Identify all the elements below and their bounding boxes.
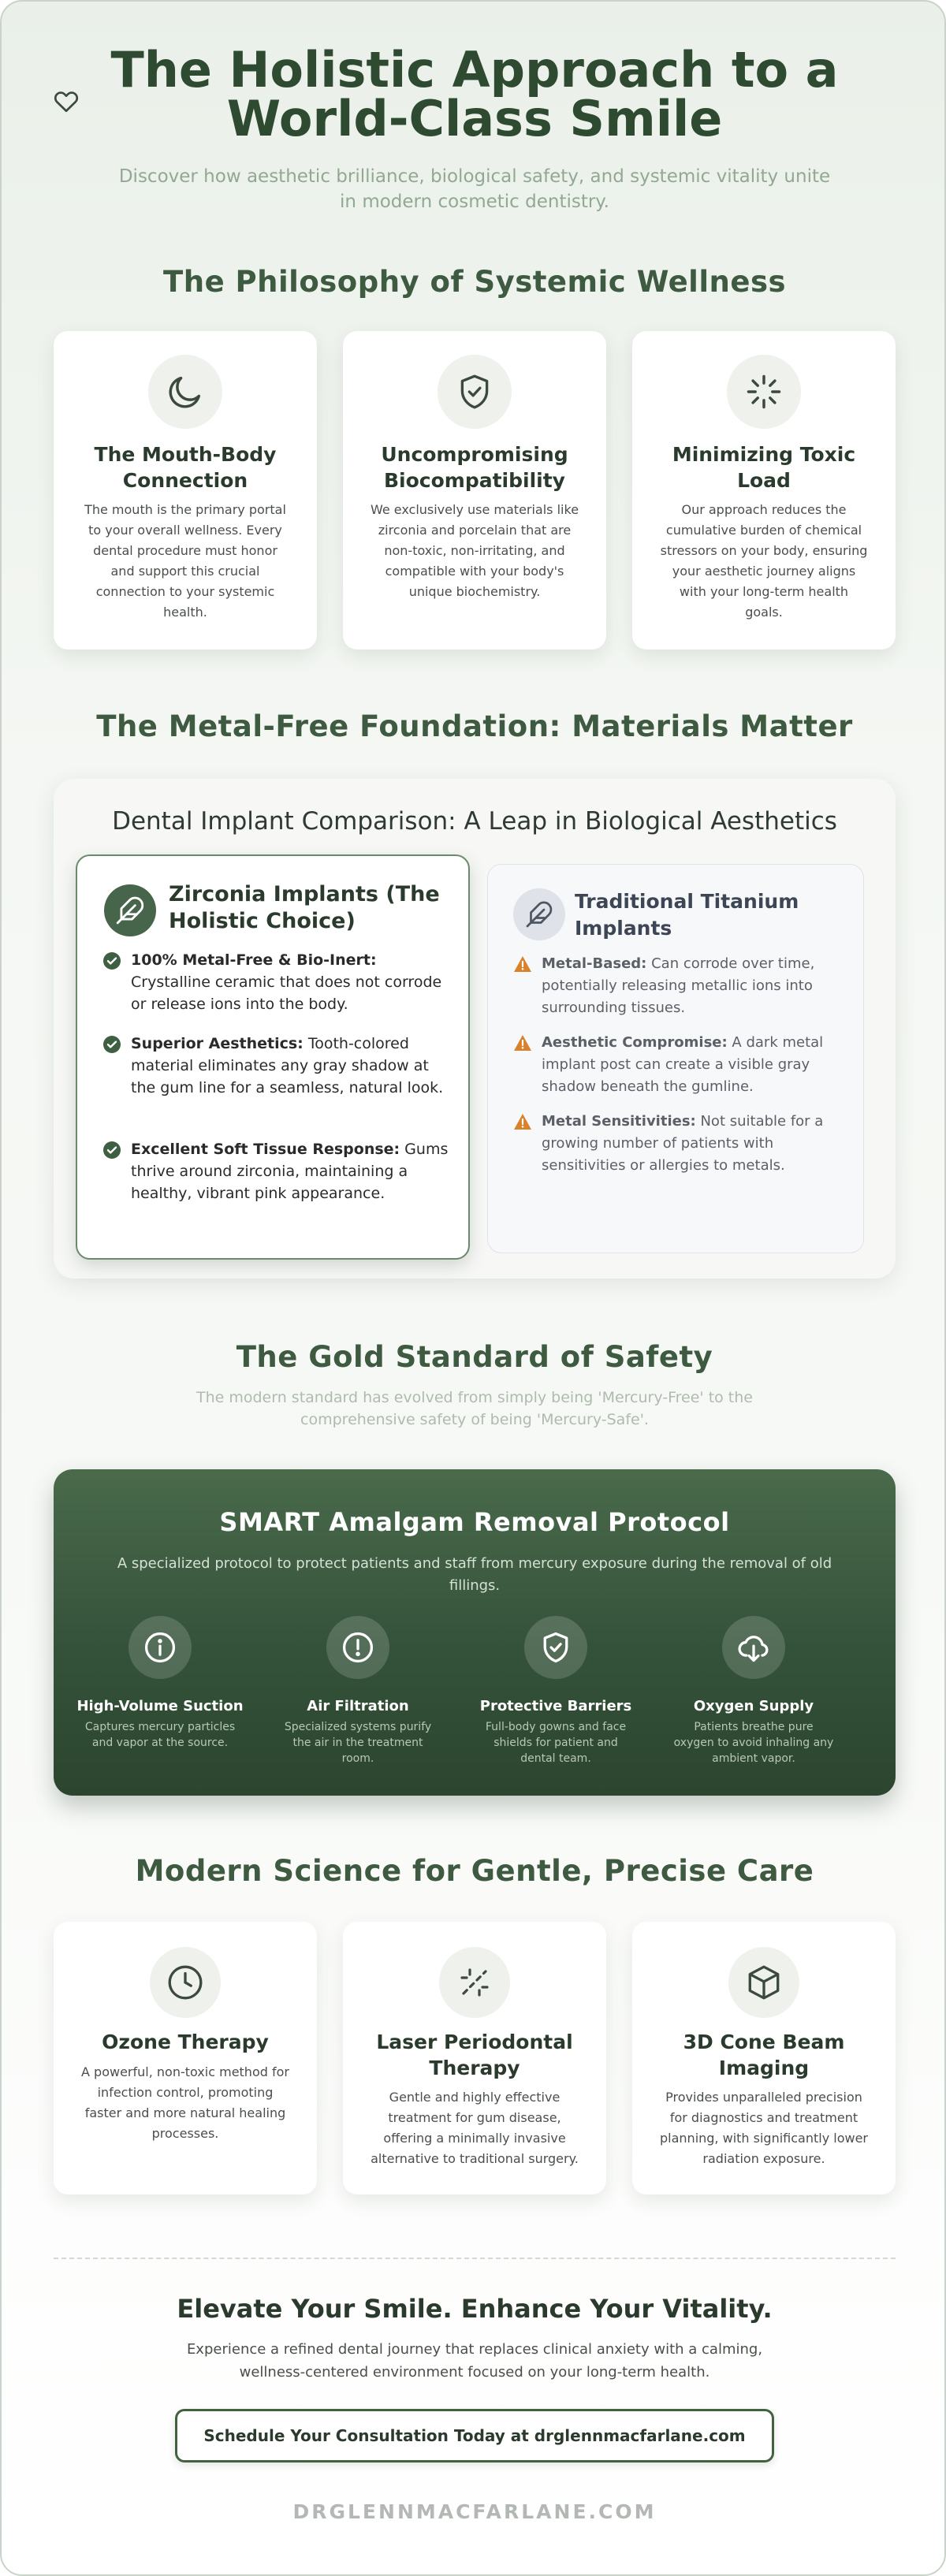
page-title: The Holistic Approach to a World-Class Smile	[110, 41, 839, 147]
protocol-step-oxygen	[667, 1616, 840, 1766]
cloud-download-icon	[722, 1616, 785, 1679]
item-text: Can corrode over time, potentially releasing metallic ions into surrounding tissues.	[542, 955, 815, 1016]
materials-title: The Metal-Free Foundation: Materials Matter	[96, 709, 853, 743]
step-title: Oxygen Supply	[693, 1698, 814, 1714]
card-text: A powerful, non-toxic method for infection control, promoting faster and more natural healing processes.	[81, 2064, 289, 2141]
warning-icon	[513, 953, 542, 1019]
science-card-laser	[343, 1922, 606, 2194]
zirconia-card	[76, 854, 470, 1260]
item-text: A dark metal implant post can create a visible gray shadow beneath the gumline.	[542, 1034, 824, 1095]
protocol-step-suction	[73, 1616, 247, 1751]
science-card-ozone	[54, 1922, 317, 2194]
step-text: Specialized systems purify the air in the treatment room.	[284, 1721, 432, 1765]
warning-icon	[513, 1032, 542, 1098]
cta-text: Experience a refined dental journey that replaces clinical anxiety with a calming, wellness-centered environment focused on your long-term health.	[186, 2341, 763, 2381]
step-text: Full-body gowns and face shields for patient and dental team.	[485, 1721, 627, 1765]
shield-check-icon	[524, 1616, 587, 1679]
step-text: Captures mercury particles and vapor at the source.	[84, 1721, 236, 1749]
comparison-title: Dental Implant Comparison: A Leap in Biological Aesthetics	[112, 807, 837, 836]
zirconia-title: Zirconia Implants (The Holistic Choice)	[169, 882, 440, 933]
safety-title: The Gold Standard of Safety	[236, 1340, 713, 1374]
card-text: We exclusively use materials like zirconia and porcelain that are non-toxic, non-irritating, and compatible with your body's unique biochemistry.	[370, 502, 579, 599]
item-label: Metal Sensitivities:	[542, 1113, 696, 1130]
item-label: Metal-Based:	[542, 955, 647, 972]
heart-icon	[52, 87, 80, 115]
card-title: 3D Cone Beam Imaging	[683, 2031, 845, 2079]
science-card-imaging	[632, 1922, 896, 2194]
item-text: Gums thrive around zirconia, maintaining a healthy, vibrant pink appearance.	[131, 1141, 449, 1202]
item-text: Not suitable for a growing number of patients with sensitivities or allergies to metals.	[542, 1113, 824, 1174]
card-title: Laser Periodontal Therapy	[376, 2031, 573, 2079]
page-subtitle: Discover how aesthetic brilliance, biological safety, and systemic vitality unite in modern cosmetic dentistry.	[118, 166, 831, 212]
item-label: Superior Aesthetics:	[131, 1035, 304, 1052]
list-item	[513, 1111, 844, 1177]
section-divider	[54, 2258, 896, 2259]
laser-icon	[439, 1947, 510, 2018]
card-title: The Mouth-Body Connection	[94, 443, 277, 492]
shield-check-icon	[438, 355, 512, 429]
philosophy-card-biocompatibility	[343, 331, 606, 650]
list-item	[513, 1032, 844, 1098]
cta-title: Elevate Your Smile. Enhance Your Vitality.	[177, 2294, 773, 2324]
protocol-title: SMART Amalgam Removal Protocol	[219, 1507, 730, 1537]
card-title: Uncompromising Biocompatibility	[381, 443, 568, 492]
check-circle-icon	[102, 1138, 131, 1204]
philosophy-card-toxic-load	[632, 331, 896, 650]
philosophy-title: The Philosophy of Systemic Wellness	[162, 265, 787, 299]
item-text: Crystalline ceramic that does not corrode or release ions into the body.	[131, 973, 442, 1013]
list-item	[102, 1138, 449, 1204]
titanium-title: Traditional Titanium Implants	[575, 890, 799, 940]
check-circle-icon	[102, 1033, 131, 1099]
check-circle-icon	[102, 949, 131, 1015]
item-label: 100% Metal-Free & Bio-Inert:	[131, 951, 377, 969]
feather-icon	[104, 884, 156, 936]
list-item	[102, 949, 449, 1015]
moon-icon	[148, 355, 222, 429]
list-item	[102, 1033, 449, 1099]
science-title: Modern Science for Gentle, Precise Care	[135, 1854, 814, 1888]
smart-protocol-panel	[54, 1469, 896, 1796]
list-item	[513, 953, 844, 1019]
titanium-card	[487, 864, 864, 1253]
item-label: Aesthetic Compromise:	[542, 1034, 728, 1051]
card-title: Ozone Therapy	[102, 2031, 269, 2053]
alert-circle-icon	[326, 1616, 389, 1679]
card-text: Provides unparalleled precision for diagnostics and treatment planning, with significantly lower radiation exposure.	[660, 2090, 868, 2166]
step-title: High-Volume Suction	[76, 1698, 244, 1714]
item-text: Tooth-colored material eliminates any gray shadow at the gum line for a seamless, natural look.	[131, 1035, 444, 1096]
step-title: Protective Barriers	[479, 1698, 632, 1714]
card-text: Gentle and highly effective treatment for gum disease, offering a minimally invasive alternative to traditional surgery.	[371, 2090, 579, 2166]
footer-brand: DRGLENNMACFARLANE.COM	[292, 2500, 657, 2523]
item-label: Excellent Soft Tissue Response:	[131, 1141, 400, 1158]
step-title: Air Filtration	[307, 1698, 409, 1714]
card-text: Our approach reduces the cumulative burden of chemical stressors on your body, ensuring your aesthetic journey aligns with your long-term health goals.	[660, 502, 868, 620]
info-icon	[128, 1616, 192, 1679]
warning-icon	[513, 1111, 542, 1177]
safety-subtitle: The modern standard has evolved from simply being 'Mercury-Free' to the comprehensive safety of being 'Mercury-Safe'.	[196, 1389, 753, 1428]
protocol-step-air-filtration	[271, 1616, 445, 1766]
feather-icon	[513, 888, 565, 940]
protocol-subtitle: A specialized protocol to protect patients and staff from mercury exposure during the removal of old fillings.	[117, 1555, 832, 1594]
philosophy-card-mouth-body	[54, 331, 317, 650]
clock-icon	[150, 1947, 221, 2018]
cube-icon	[728, 1947, 799, 2018]
step-text: Patients breathe pure oxygen to avoid inhaling any ambient vapor.	[673, 1721, 834, 1765]
protocol-step-barriers	[469, 1616, 642, 1766]
schedule-consultation-button[interactable]: Schedule Your Consultation Today at drglennmacfarlane.com	[175, 2409, 774, 2462]
card-text: The mouth is the primary portal to your overall wellness. Every dental procedure must honor and support this crucial connection to your systemic health.	[84, 502, 286, 620]
card-title: Minimizing Toxic Load	[672, 443, 856, 492]
implant-comparison-panel	[54, 779, 896, 1279]
loader-icon	[727, 355, 801, 429]
